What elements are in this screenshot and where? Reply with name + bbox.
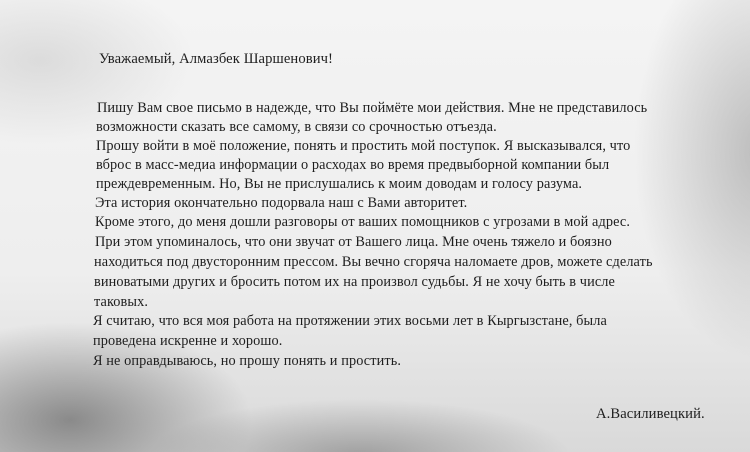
letter-line: Прошу войти в моё положение, понять и простить мой поступок. Я высказывался, что <box>96 138 631 154</box>
letter-line: При этом упоминалось, что они звучат от Вашего лица. Мне очень тяжело и боязно <box>95 234 612 250</box>
letter-line: таковых. <box>94 294 149 310</box>
letter-signature: А.Василивецкий. <box>596 406 705 422</box>
letter-line: находиться под двусторонним прессом. Вы вечно сгоряча наломаете дров, можете сделать <box>94 254 653 270</box>
letter-greeting: Уважаемый, Алмазбек Шаршенович! <box>99 51 334 67</box>
letter-line: преждевременным. Но, Вы не прислушались к моим доводам и голосу разума. <box>96 176 583 192</box>
letter-line: Пишу Вам свое письмо в надежде, что Вы поймёте мои действия. Мне не представилось <box>97 100 648 116</box>
letter-line: вброс в масс-медиа информации о расходах во время предвыборной компании был <box>96 157 610 173</box>
letter-line: возможности сказать все самому, в связи со срочностью отъезда. <box>96 119 497 135</box>
letter-line: проведена искренне и хорошо. <box>93 333 283 349</box>
letter-line: виноватыми других и бросить потом их на произвол судьбы. Я не хочу быть в числе <box>94 274 615 290</box>
letter-line: Я считаю, что вся моя работа на протяжении этих восьми лет в Кыргызстане, была <box>93 313 607 329</box>
letter-line: Эта история окончательно подорвала наш с Вами авторитет. <box>95 195 468 211</box>
letter-line: Я не оправдываюсь, но прошу понять и простить. <box>93 353 401 369</box>
letter-line: Кроме этого, до меня дошли разговоры от ваших помощников с угрозами в мой адрес. <box>95 214 631 230</box>
